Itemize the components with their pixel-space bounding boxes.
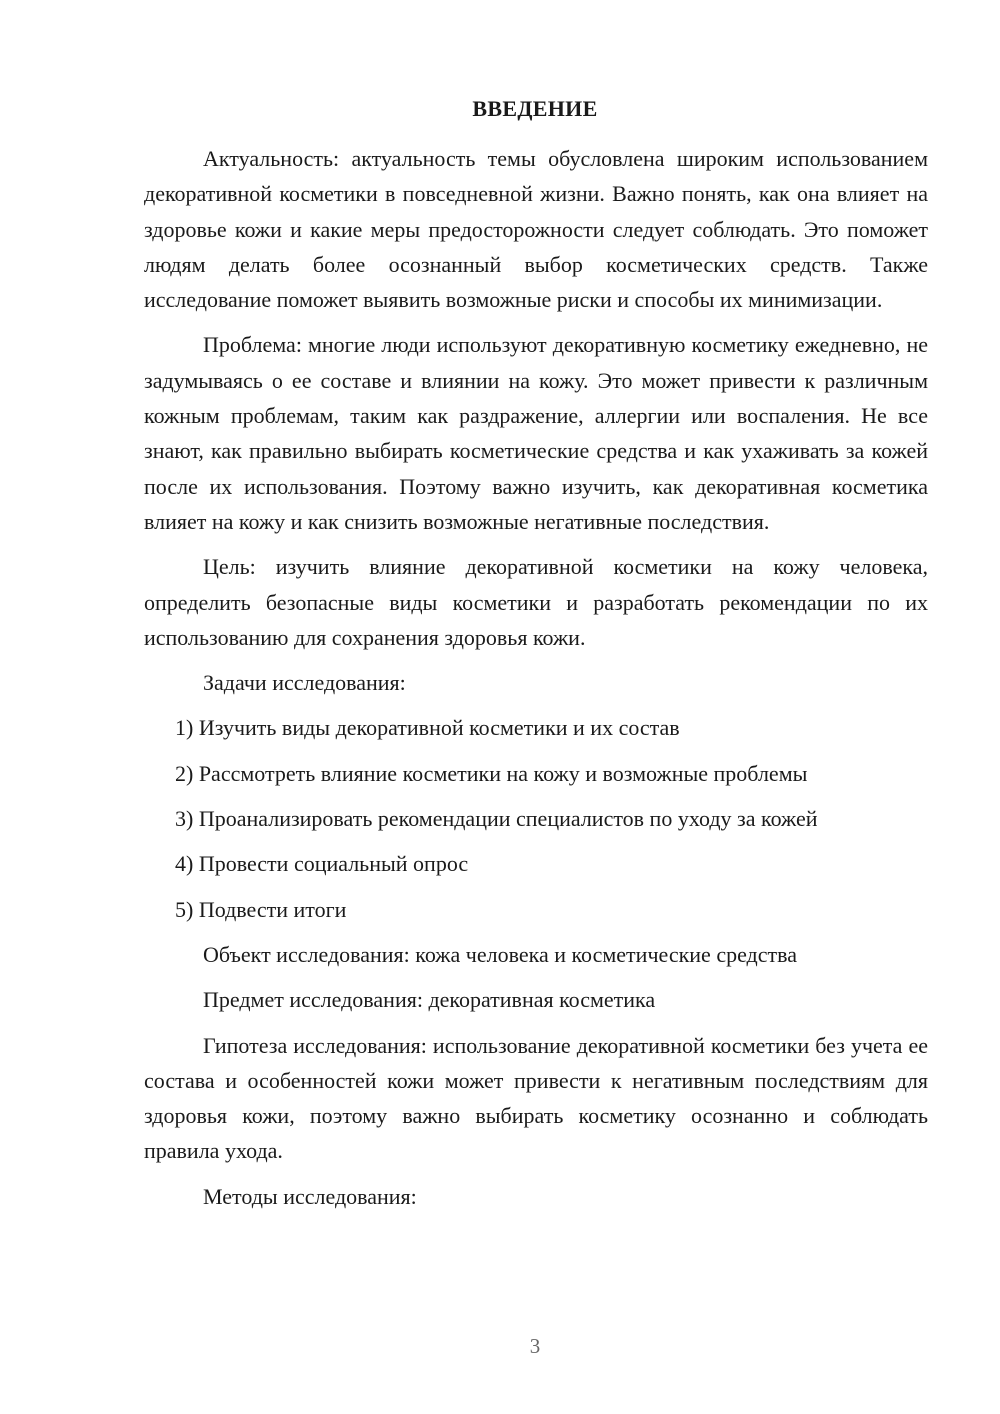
hypothesis-paragraph: Гипотеза исследования: использование декоративной косметики без учета ее состава и особенностей кожи может привести к негативным последствиям для здоровья кожи, поэтому важно выбирать косметику осознанно и соблюдать правила ухода. <box>144 1032 928 1164</box>
goal-paragraph: Цель: изучить влияние декоративной косметики на кожу человека, определить безопасные виды косметики и разработать рекомендации по их использованию для сохранения здоровья кожи. <box>144 554 928 650</box>
page-number: 3 <box>529 1334 541 1358</box>
object-line: Объект исследования: кожа человека и косметические средства <box>203 941 797 967</box>
relevance-paragraph: Актуальность: актуальность темы обусловлена широким использованием декоративной косметики в повседневной жизни. Важно понять, как она влияет на здоровье кожи и какие меры предосторожности следует соблюдать. Это поможет людям делать более осознанный выбор косметических средств. Также исследование поможет выявить возможные риски и способы их минимизации. <box>144 146 928 313</box>
task-item-1: 1) Изучить виды декоративной косметики и их состав <box>175 715 680 741</box>
problem-paragraph: Проблема: многие люди используют декоративную косметику ежедневно, не задумываясь о ее составе и влиянии на кожу. Это может привести к различным кожным проблемам, таким как раздражение, аллергии или воспаления. Не все знают, как правильно выбирать косметические средства и как ухаживать за кожей после их использования. Поэтому важно изучить, как декоративная косметика влияет на кожу и как снизить возможные негативные последствия. <box>144 332 928 534</box>
task-item-2: 2) Рассмотреть влияние косметики на кожу и возможные проблемы <box>175 760 808 786</box>
tasks-title: Задачи исследования: <box>203 670 406 696</box>
document-body <box>144 141 928 1214</box>
task-item-3: 3) Проанализировать рекомендации специалистов по уходу за кожей <box>175 806 818 832</box>
subject-line: Предмет исследования: декоративная косметика <box>203 987 656 1013</box>
section-heading: ВВЕДЕНИЕ <box>472 96 598 121</box>
task-item-5: 5) Подвести итоги <box>175 896 347 922</box>
methods-title: Методы исследования: <box>203 1183 417 1209</box>
task-item-4: 4) Провести социальный опрос <box>175 851 469 877</box>
